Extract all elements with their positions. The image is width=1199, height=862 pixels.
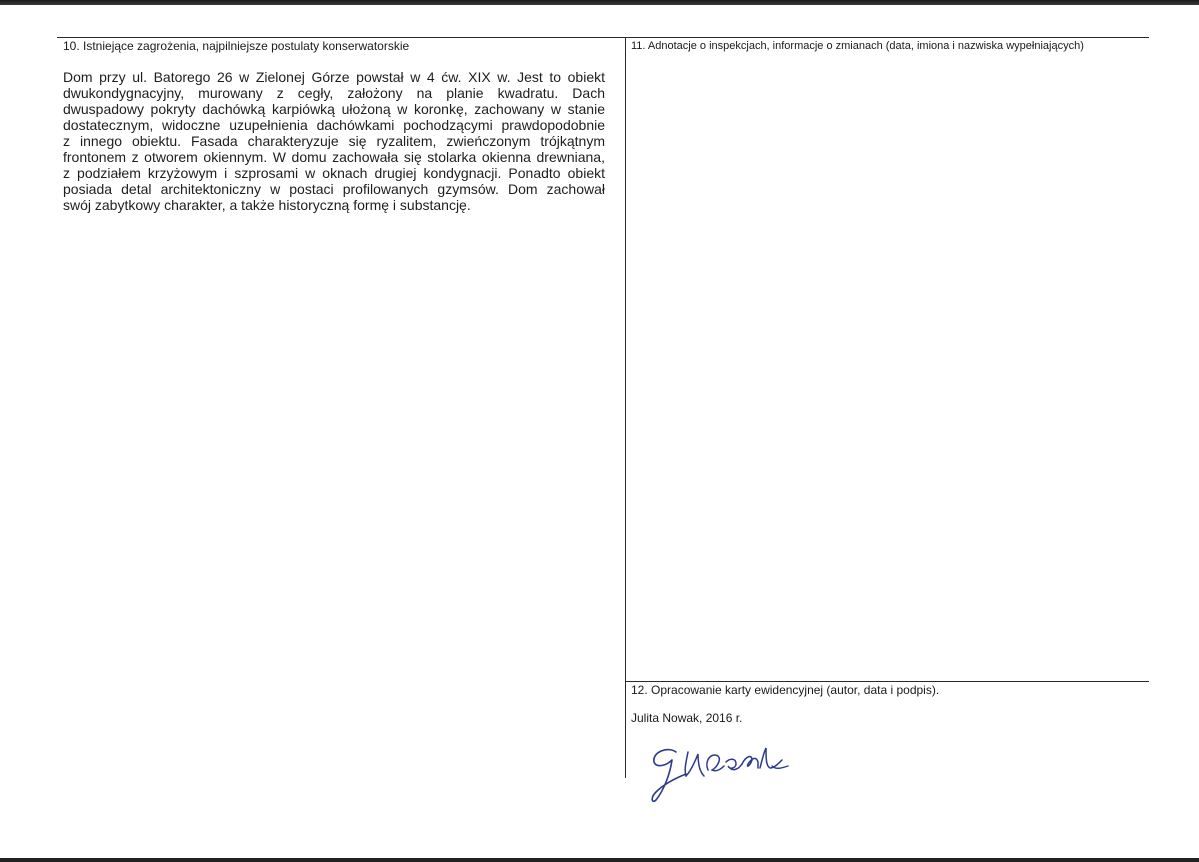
- section-12-heading: 12. Opracowanie karty ewidencyjnej (autor, data i podpis).: [631, 683, 940, 697]
- section-11-heading: 11. Adnotacje o inspekcjach, informacje o zmianach (data, imiona i nazwiska wypełniających): [631, 40, 1084, 52]
- body-line: frontonem z otworem okiennym. W domu zachowała się stolarka okienna drewniana,: [63, 149, 605, 165]
- section-10-body: [63, 69, 605, 213]
- body-line: z podziałem krzyżowym i szprosami w oknach drugiej kondygnacji. Ponadto obiekt: [63, 165, 605, 181]
- body-line: Dom przy ul. Batorego 26 w Zielonej Górze powstał w 4 ćw. XIX w. Jest to obiekt: [63, 69, 605, 85]
- column-divider: [625, 37, 626, 778]
- body-line: z innego obiektu. Fasada charakteryzuje się ryzalitem, zwieńczonym trójkątnym: [63, 133, 605, 149]
- body-line: dwukondygnacyjny, murowany z cegły, założony na planie kwadratu. Dach: [63, 85, 605, 101]
- signature-icon: [646, 738, 796, 808]
- author-date: Julita Nowak, 2016 r.: [631, 711, 743, 725]
- body-line: dwuspadowy pokryty dachówką karpiówką ułożoną w koronkę, zachowany w stanie: [63, 101, 605, 117]
- section-12-rule: [625, 681, 1149, 682]
- body-line: swój zabytkowy charakter, a także historyczną formę i substancję.: [63, 197, 471, 213]
- body-line: posiada detal architektoniczny w postaci profilowanych gzymsów. Dom zachował: [63, 181, 605, 197]
- scan-edge-top: [0, 0, 1199, 5]
- body-line: dostatecznym, widoczne uzupełnienia dachówkami pochodzącymi prawdopodobnie: [63, 117, 605, 133]
- section-10-heading: 10. Istniejące zagrożenia, najpilniejsze postulaty konserwatorskie: [63, 39, 410, 53]
- scan-edge-bottom: [0, 858, 1199, 862]
- top-rule: [57, 37, 1149, 38]
